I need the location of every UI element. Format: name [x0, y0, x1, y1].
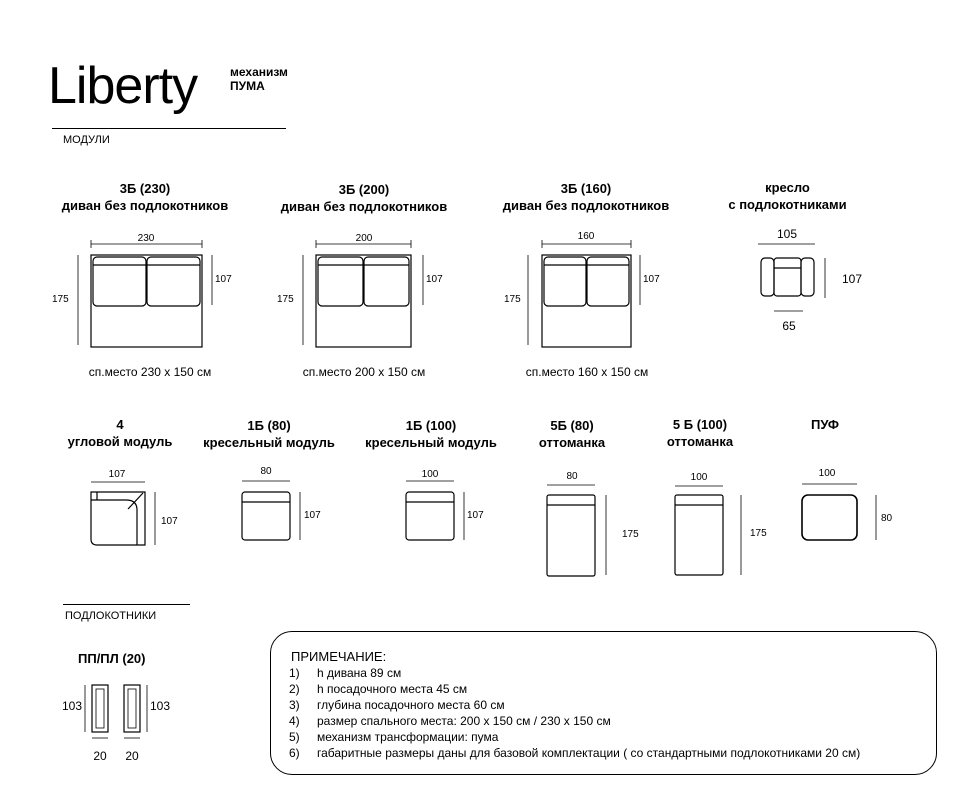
sofa-160-depth: 175 [504, 294, 521, 305]
corner-name: угловой модуль [67, 434, 173, 449]
sofa-160-sleep-size: сп.место 160 х 150 см [525, 365, 649, 379]
note-item-number: 1) [289, 666, 300, 680]
section-armrests-label: ПОДЛОКОТНИКИ [65, 610, 157, 622]
sofa-230-width: 230 [137, 233, 155, 244]
ottoman-100-title [650, 416, 750, 450]
chair-80-drawing [242, 481, 300, 540]
mechanism-line-2: ПУМА [230, 79, 265, 93]
ottoman-100-width: 100 [690, 472, 708, 483]
armchair-inner-width: 65 [782, 319, 796, 333]
ottoman-80-title [522, 417, 622, 451]
sofa-200-code: 3Б (200) [338, 182, 390, 197]
note-item [289, 729, 860, 745]
chair-80-title [194, 417, 344, 451]
note-list [289, 665, 860, 761]
pouf-title: ПУФ [810, 417, 840, 432]
armrest-right-height: 103 [150, 699, 171, 713]
pouf-depth: 80 [881, 513, 893, 524]
note-item-number: 6) [289, 746, 300, 760]
corner-depth: 107 [161, 516, 178, 527]
note-item-number: 3) [289, 698, 300, 712]
corner-drawing [91, 482, 155, 545]
sofa-230-title [50, 180, 240, 214]
note-item-number: 5) [289, 730, 300, 744]
note-item-text: размер спального места: 200 х 150 см / 230 х 150 см [317, 714, 611, 728]
sofa-160-seat-depth: 107 [643, 274, 660, 285]
note-item-text: h посадочного места 45 см [317, 682, 468, 696]
chair-80-depth: 107 [304, 510, 321, 521]
armrest-title: ПП/ПЛ (20) [78, 651, 146, 666]
sofa-230-code: 3Б (230) [119, 181, 171, 196]
chair-100-title [356, 417, 506, 451]
sofa-230-seat-depth: 107 [215, 274, 232, 285]
note-item [289, 697, 860, 713]
sofa-160-title [491, 180, 681, 214]
chair-100-width: 100 [421, 469, 439, 480]
armrest-drawing [85, 685, 147, 738]
sofa-200-name: диван без подлокотников [280, 199, 448, 214]
armchair-drawing [758, 244, 825, 311]
note-item [289, 681, 860, 697]
mechanism-line-1: механизм [230, 65, 288, 79]
corner-width: 107 [108, 469, 126, 480]
ottoman-80-depth: 175 [622, 529, 639, 540]
corner-code: 4 [116, 417, 124, 432]
ottoman-100-code: 5 Б (100) [672, 417, 728, 432]
armchair-width: 105 [776, 227, 798, 241]
note-item-number: 2) [289, 682, 300, 696]
armrest-right-width: 20 [125, 749, 139, 763]
sofa-200-title [269, 181, 459, 215]
sofa-160-code: 3Б (160) [560, 181, 612, 196]
corner-title [50, 416, 190, 450]
sofa-160-drawing [528, 240, 640, 347]
sofa-200-width: 200 [355, 233, 373, 244]
armchair-line-1: кресло [765, 180, 810, 195]
armchair-title [700, 179, 875, 213]
ottoman-80-name: оттоманка [538, 435, 606, 450]
sofa-200-depth: 175 [277, 294, 294, 305]
note-item-text: h дивана 89 см [317, 666, 402, 680]
sofa-160-name: диван без подлокотников [502, 198, 670, 213]
pouf-drawing [802, 484, 876, 540]
sofa-200-seat-depth: 107 [426, 274, 443, 285]
chair-80-code: 1Б (80) [247, 418, 291, 433]
brand-title: Liberty [48, 57, 198, 115]
sofa-230-drawing [78, 240, 212, 347]
armchair-depth: 107 [842, 272, 863, 286]
sofa-230-depth: 175 [52, 294, 69, 305]
ottoman-80-width: 80 [566, 471, 578, 482]
note-item-text: габаритные размеры даны для базовой комплектации ( со стандартными подлокотниками 20 см) [317, 746, 861, 760]
pouf-width: 100 [818, 468, 836, 479]
chair-80-width: 80 [260, 466, 272, 477]
armrests-divider [63, 604, 190, 605]
sofa-230-name: диван без подлокотников [61, 198, 229, 213]
note-item-text: механизм трансформации: пума [317, 730, 499, 744]
sofa-200-sleep-size: сп.место 200 х 150 см [302, 365, 426, 379]
sofa-230-sleep-size: сп.место 230 х 150 см [88, 365, 212, 379]
armrest-left-height: 103 [62, 699, 83, 713]
ottoman-80-code: 5Б (80) [550, 418, 594, 433]
note-item-text: глубина посадочного места 60 см [317, 698, 505, 712]
ottoman-100-depth: 175 [750, 528, 767, 539]
ottoman-100-drawing [675, 486, 741, 575]
section-modules-label: МОДУЛИ [63, 134, 110, 146]
armchair-line-2: с подлокотниками [728, 197, 847, 212]
sofa-160-width: 160 [577, 231, 595, 242]
chair-100-name: кресельный модуль [365, 435, 497, 450]
armrest-left-width: 20 [93, 749, 107, 763]
note-item-number: 4) [289, 714, 300, 728]
note-item [289, 745, 860, 761]
note-item [289, 713, 860, 729]
ottoman-100-name: оттоманка [666, 434, 734, 449]
chair-80-name: кресельный модуль [203, 435, 335, 450]
ottoman-80-drawing [547, 485, 606, 576]
note-title: ПРИМЕЧАНИЕ: [291, 649, 387, 664]
note-item [289, 665, 860, 681]
chair-100-depth: 107 [467, 510, 484, 521]
chair-100-drawing [406, 481, 464, 540]
chair-100-code: 1Б (100) [405, 418, 457, 433]
sofa-200-drawing [303, 240, 423, 347]
